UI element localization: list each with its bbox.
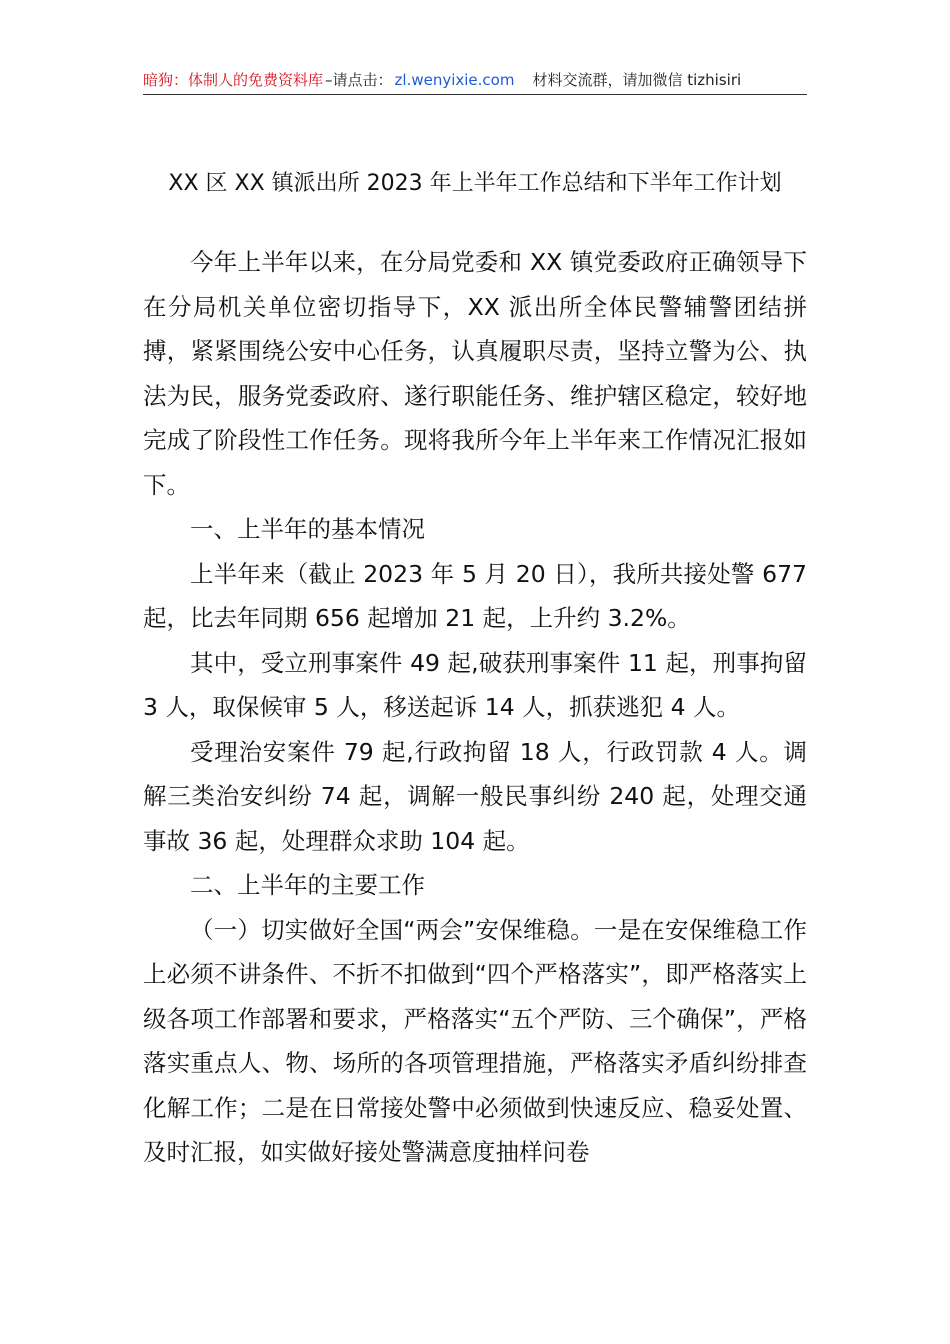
header-prompt: –请点击：: [325, 71, 393, 89]
paragraph-public-order: 受理治安案件 79 起,行政拘留 18 人，行政罚款 4 人。调解三类治安纠纷 74 起，调解一般民事纠纷 240 起，处理交通事故 36 起，处理群众求助 104 起。: [143, 737, 807, 855]
section-heading-1: 一、上半年的基本情况: [190, 515, 425, 543]
section-heading-2: 二、上半年的主要工作: [190, 871, 425, 899]
document-title: XX 区 XX 镇派出所 2023 年上半年工作总结和下半年工作计划: [168, 171, 782, 196]
header-link[interactable]: zl.wenyixie.com: [394, 71, 515, 89]
paragraph-stats: 上半年来（截止 2023 年 5 月 20 日），我所共接处警 677 起，比去年同期 656 起增加 21 起，上升约 3.2%。: [143, 559, 807, 632]
page-header: [143, 66, 807, 95]
header-brand: 暗狗：体制人的免费资料库: [143, 71, 324, 89]
paragraph-intro: 今年上半年以来，在分局党委和 XX 镇党委政府正确领导下在分局机关单位密切指导下，XX 派出所全体民警辅警团结拼搏，紧紧围绕公安中心任务，认真履职尽责，坚持立警为公、执法为民，服务党委政府、遂行职能任务、维护辖区稳定，较好地完成了阶段性工作任务。现将我所今年上半年来工作情况汇报如下。: [143, 248, 807, 499]
paragraph-criminal: 其中，受立刑事案件 49 起,破获刑事案件 11 起，刑事拘留 3 人，取保候审 5 人，移送起诉 14 人，抓获逃犯 4 人。: [143, 648, 807, 721]
header-wechat-note: 材料交流群，请加微信 tizhisiri: [532, 71, 742, 89]
paragraph-work-1: （一）切实做好全国“两会”安保维稳。一是在安保维稳工作上必须不讲条件、不折不扣做到“四个严格落实”，即严格落实上级各项工作部署和要求，严格落实“五个严防、三个确保”，严格落实重点人、物、场所的各项管理措施，严格落实矛盾纠纷排查化解工作；二是在日常接处警中必须做到快速反应、稳妥处置、及时汇报，如实做好接处警满意度抽样问卷: [143, 915, 807, 1166]
document-body: [143, 240, 807, 1175]
